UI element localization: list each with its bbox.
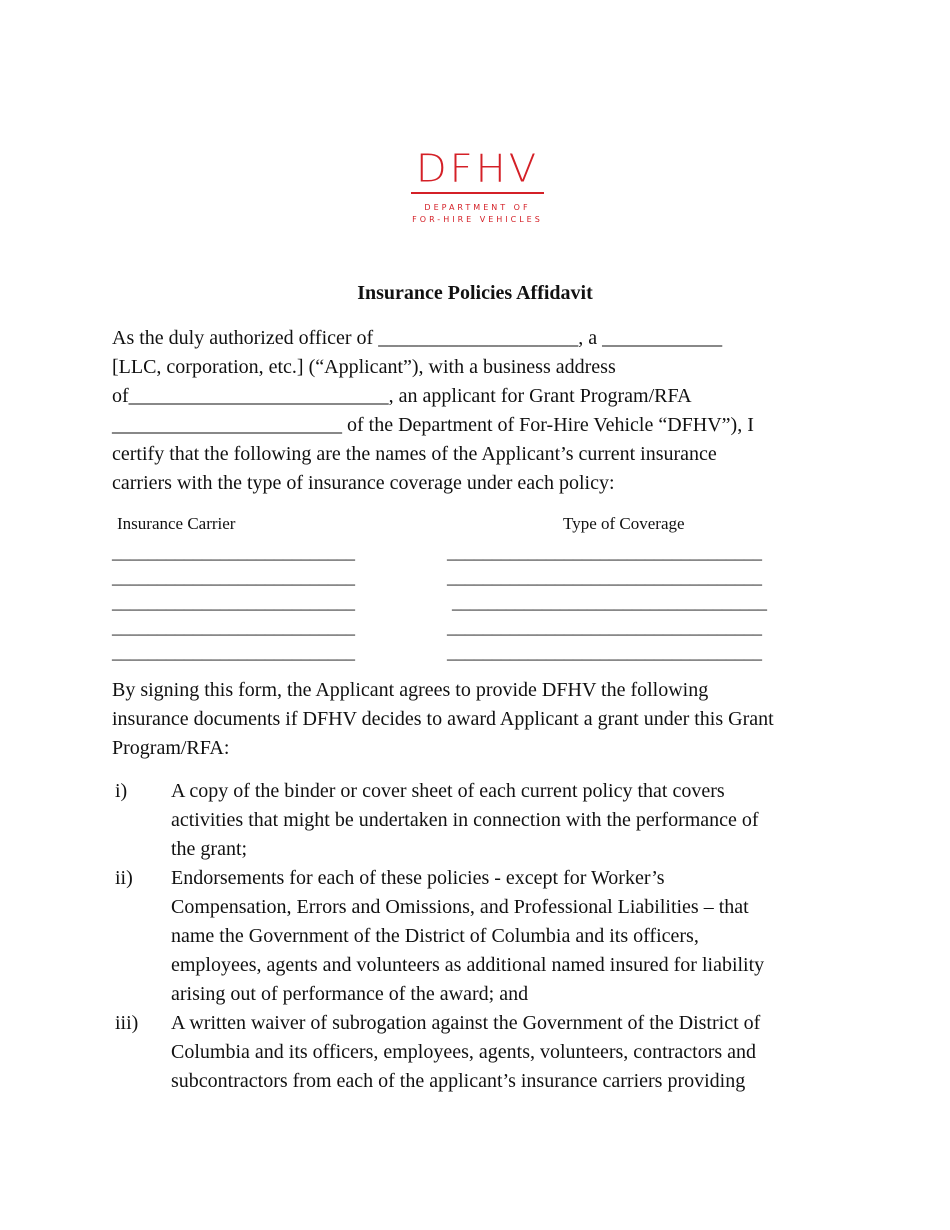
list-item-line: subcontractors from each of the applicant’s insurance carriers providing	[171, 1070, 746, 1092]
list-item-number: ii)	[115, 867, 133, 889]
carrier-blank-line[interactable]: ___________________________	[112, 542, 355, 562]
list-item-number: i)	[115, 780, 128, 802]
agreement-line: insurance documents if DFHV decides to award Applicant a grant under this Grant	[112, 708, 774, 730]
list-item-line: A copy of the binder or cover sheet of each current policy that covers	[171, 780, 725, 802]
list-item-number: iii)	[115, 1012, 139, 1034]
intro-line: As the duly authorized officer of ____________________, a ____________	[112, 327, 723, 349]
coverage-blank-line[interactable]: ___________________________________	[452, 592, 767, 612]
list-item-line: the grant;	[171, 838, 248, 860]
logo-mark: DFHV	[415, 147, 540, 191]
type-of-coverage-header: Type of Coverage	[563, 514, 685, 533]
carrier-blank-line[interactable]: ___________________________	[112, 567, 355, 587]
agreement-paragraph	[112, 676, 842, 763]
logo-divider	[411, 192, 544, 194]
list-item-line: Compensation, Errors and Omissions, and Professional Liabilities – that	[171, 896, 749, 918]
list-item-line: arising out of performance of the award; and	[171, 983, 529, 1005]
list-item-line: activities that might be undertaken in connection with the performance of	[171, 809, 759, 831]
list-item-line: Columbia and its officers, employees, agents, volunteers, contractors and	[171, 1041, 757, 1063]
logo-subtitle-line2: FOR-HIRE VEHICLES	[412, 215, 543, 224]
carrier-blank-line[interactable]: ___________________________	[112, 592, 355, 612]
list-item	[112, 1009, 842, 1096]
document-title: Insurance Policies Affidavit	[357, 282, 593, 304]
agreement-line: Program/RFA:	[112, 737, 230, 759]
list-item	[112, 864, 842, 1009]
intro-line: _______________________ of the Department of For-Hire Vehicle “DFHV”), I	[112, 414, 754, 436]
list-item-line: A written waiver of subrogation against the Government of the District of	[171, 1012, 761, 1034]
coverage-blank-line[interactable]: ___________________________________	[447, 567, 762, 587]
intro-line: [LLC, corporation, etc.] (“Applicant”), with a business address	[112, 356, 616, 378]
required-documents-list	[112, 777, 842, 1096]
logo-subtitle-line1: DEPARTMENT OF	[424, 203, 531, 212]
list-item	[112, 777, 842, 864]
coverage-blank-line[interactable]: ___________________________________	[447, 617, 762, 637]
list-item-line: name the Government of the District of Columbia and its officers,	[171, 925, 699, 947]
carrier-blank-line[interactable]: ___________________________	[112, 617, 355, 637]
coverage-blank-line[interactable]: ___________________________________	[447, 642, 762, 662]
intro-line: of__________________________, an applicant for Grant Program/RFA	[112, 385, 692, 407]
insurance-carrier-blanks	[112, 540, 355, 665]
intro-paragraph	[112, 324, 842, 498]
coverage-type-blanks	[447, 540, 767, 665]
coverage-blank-line[interactable]: ___________________________________	[447, 542, 762, 562]
agreement-line: By signing this form, the Applicant agrees to provide DFHV the following	[112, 679, 709, 701]
intro-line: carriers with the type of insurance coverage under each policy:	[112, 472, 615, 494]
carrier-blank-line[interactable]: ___________________________	[112, 642, 355, 662]
dfhv-logo	[405, 148, 550, 226]
list-item-line: employees, agents and volunteers as additional named insured for liability	[171, 954, 765, 976]
insurance-carrier-header: Insurance Carrier	[117, 514, 236, 533]
intro-line: certify that the following are the names of the Applicant’s current insurance	[112, 443, 717, 465]
list-item-line: Endorsements for each of these policies - except for Worker’s	[171, 867, 665, 889]
